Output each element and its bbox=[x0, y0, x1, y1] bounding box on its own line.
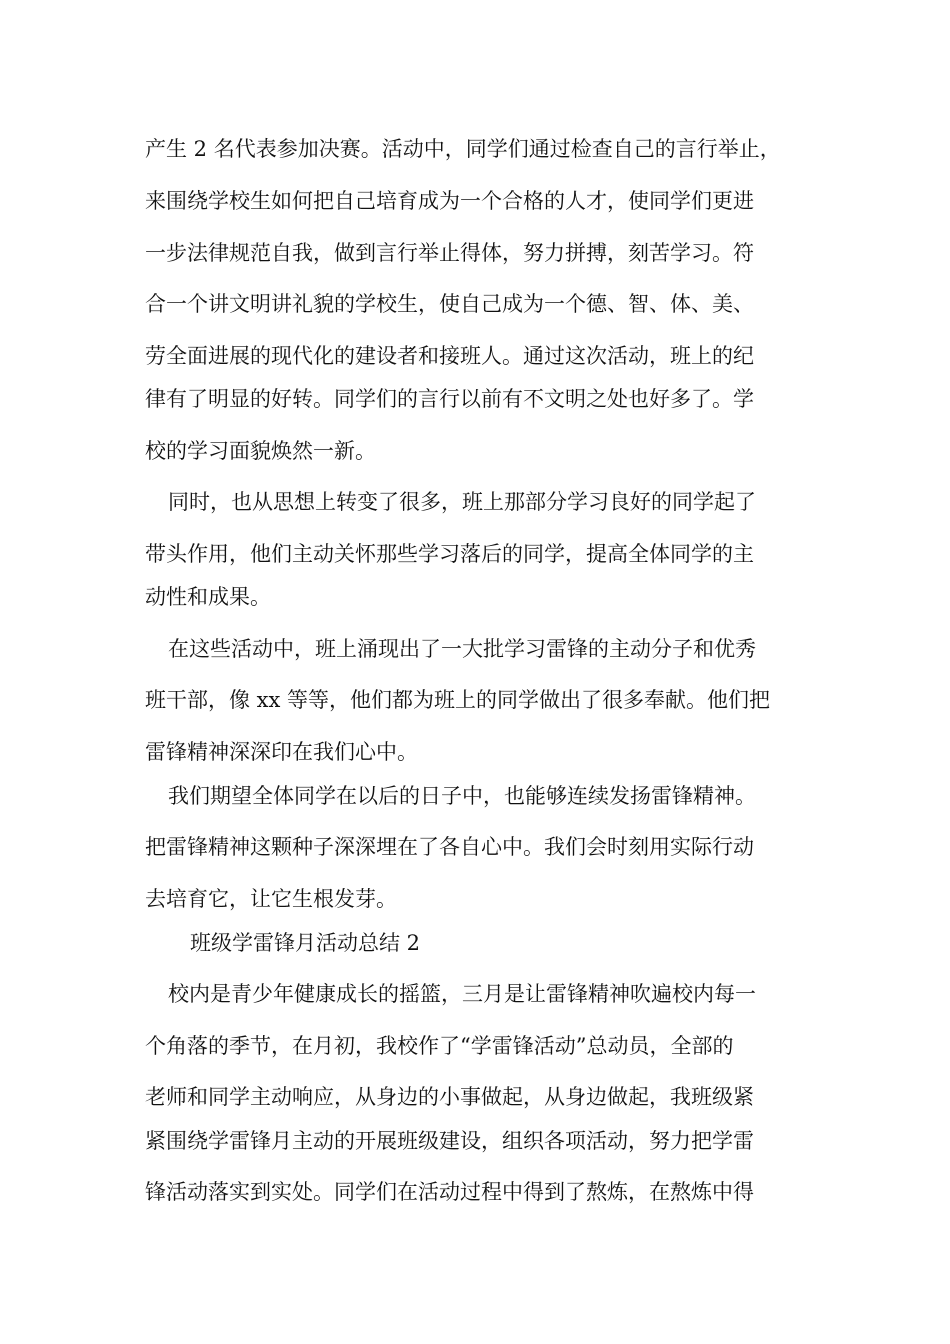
text-line: 律有了明显的好转。同学们的言行以前有不文明之处也好多了。学 bbox=[145, 387, 754, 411]
text-line: 来围绕学校生如何把自己培育成为一个合格的人才，使同学们更进 bbox=[145, 189, 754, 213]
text-line: 去培育它，让它生根发芽。 bbox=[145, 887, 397, 911]
text-line: 把雷锋精神这颗种子深深埋在了各自心中。我们会时刻用实际行动 bbox=[145, 835, 754, 859]
text-line: 个角落的季节，在月初，我校作了“学雷锋活动”总动员，全部的 bbox=[145, 1034, 734, 1058]
paragraph-start-line: 同时，也从思想上转变了很多，班上那部分学习良好的同学起了 bbox=[168, 490, 756, 514]
text-line: 锋活动落实到实处。同学们在活动过程中得到了熬炼，在熬炼中得 bbox=[145, 1180, 754, 1204]
paragraph-start-line: 校内是青少年健康成长的摇篮，三月是让雷锋精神吹遍校内每一 bbox=[168, 982, 756, 1006]
text-line: 动性和成果。 bbox=[145, 585, 271, 609]
text-line: 校的学习面貌焕然一新。 bbox=[145, 439, 376, 463]
text-line: 合一个讲文明讲礼貌的学校生，使自己成为一个德、智、体、美、 bbox=[145, 292, 754, 316]
section-heading: 班级学雷锋月活动总结 2 bbox=[190, 931, 421, 955]
text-line: 老师和同学主动响应，从身边的小事做起，从身边做起，我班级紧 bbox=[145, 1085, 754, 1109]
text-line: 带头作用，他们主动关怀那些学习落后的同学，提高全体同学的主 bbox=[145, 542, 754, 566]
text-line: 班干部，像 xx 等等，他们都为班上的同学做出了很多奉献。他们把 bbox=[145, 688, 771, 712]
paragraph-start-line: 我们期望全体同学在以后的日子中，也能够连续发扬雷锋精神。 bbox=[168, 784, 756, 808]
text-line: 一步法律规范自我，做到言行举止得体，努力拼搏，刻苦学习。符 bbox=[145, 241, 754, 265]
text-line: 雷锋精神深深印在我们心中。 bbox=[145, 740, 418, 764]
text-line: 紧围绕学雷锋月主动的开展班级建设，组织各项活动，努力把学雷 bbox=[145, 1129, 754, 1153]
paragraph-start-line: 在这些活动中，班上涌现出了一大批学习雷锋的主动分子和优秀 bbox=[168, 637, 756, 661]
text-line: 产生 2 名代表参加决赛。活动中，同学们通过检查自己的言行举止， bbox=[145, 137, 781, 161]
text-line: 劳全面进展的现代化的建设者和接班人。通过这次活动，班上的纪 bbox=[145, 344, 754, 368]
